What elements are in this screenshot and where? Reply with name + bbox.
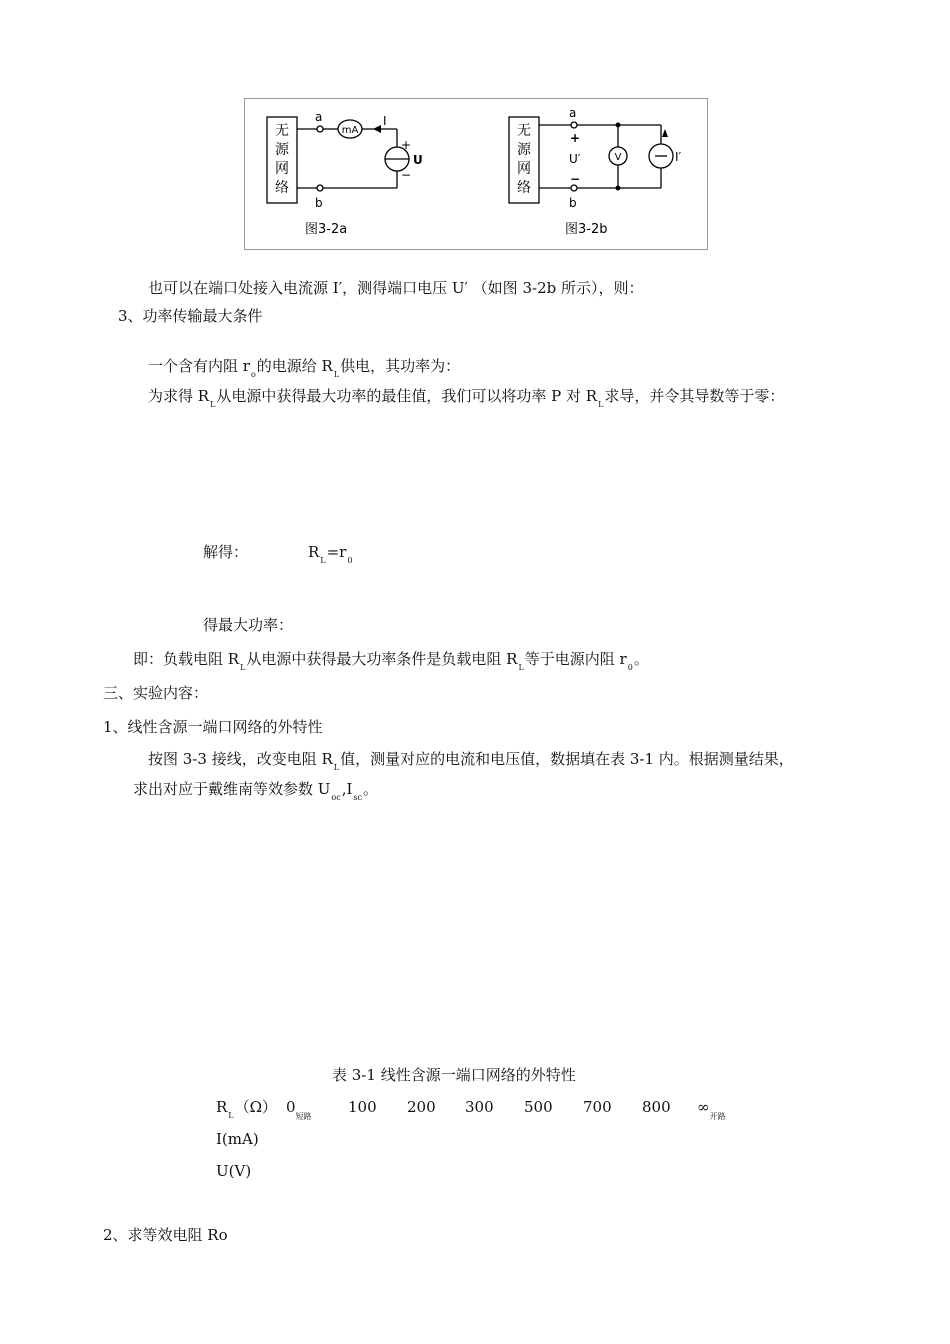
conclusion: 即：负载电阻 $R_L$从电源中获得最大功率条件是负载电阻 $R_L$等于电源内阻 $r_0$。 (133, 650, 649, 672)
fig-a-current-label: I (383, 114, 387, 128)
solve-label: 解得： (203, 543, 249, 561)
paragraph-power-supply: 一个含有内阻 $r_o$的电源给 $R_L$供电，其功率为： (148, 357, 461, 379)
fig-a-box-char-2: 源 (275, 142, 289, 158)
fig-b-source-label: I′ (675, 150, 682, 164)
fig-b-node-a: a (569, 106, 577, 120)
table-r-value: 200 (407, 1098, 436, 1116)
item-2-heading: 2、求等效电阻 Ro (103, 1226, 228, 1244)
table-caption: 表 3-1 线性含源一端口网络的外特性 (332, 1066, 576, 1084)
table-r-value: 500 (524, 1098, 553, 1116)
paragraph-current-source: 也可以在端口处接入电流源 I′，测得端口电压 U′ （如图 3-2b 所示），则： (148, 279, 644, 297)
circuit-figure (244, 98, 708, 250)
fig-b-box-char-3: 网 (517, 161, 531, 177)
figure-3-2b (509, 117, 673, 203)
table-r-value: 100 (348, 1098, 377, 1116)
table-r-value: $\infty_{开路}$ (697, 1098, 726, 1121)
fig-a-source-label: U (413, 153, 423, 167)
fig-a-box-char-4: 络 (275, 180, 289, 196)
max-power-label: 得最大功率： (203, 616, 294, 634)
fig-a-node-b: b (315, 196, 323, 210)
fig-a-node-a: a (315, 110, 323, 124)
table-row-voltage-label: U(V) (216, 1162, 252, 1180)
fig-a-plus: + (401, 138, 412, 152)
item-1-heading: 1、线性含源一端口网络的外特性 (103, 718, 323, 736)
fig-b-caption: 图3-2b (565, 222, 608, 237)
paragraph-procedure: 按图 3-3 接线，改变电阻 $R_L$值，测量对应的电流和电压值，数据填在表 3-1 内。根据测量结果， (148, 750, 794, 772)
solve-result: $R_L=r_0$ (308, 543, 353, 565)
fig-b-minus: − (570, 172, 581, 186)
heading-max-power: 3、功率传输最大条件 (118, 307, 263, 325)
fig-b-box-char-2: 源 (517, 142, 531, 158)
fig-a-box-char-3: 网 (275, 161, 289, 177)
table-row-current-label: I(mA) (216, 1130, 259, 1148)
fig-a-box-char-1: 无 (275, 123, 289, 139)
table-r-value: $0_{短路}$ (286, 1098, 312, 1121)
fig-b-voltmeter-label: V (614, 152, 622, 163)
table-row-resistance-label: $R_L(\Omega)$ (216, 1098, 278, 1120)
table-r-value: 300 (465, 1098, 494, 1116)
fig-b-voltage-label: U′ (569, 152, 581, 166)
fig-b-box-char-4: 络 (517, 180, 531, 196)
fig-a-ammeter-label: mA (341, 125, 359, 136)
fig-b-plus: + (570, 131, 581, 145)
paragraph-derivative: 为求得 $R_L$从电源中获得最大功率的最佳值，我们可以将功率 P 对 $R_L$求导，并令其导数等于零： (148, 387, 785, 409)
fig-b-node-b: b (569, 196, 577, 210)
table-r-value: 800 (642, 1098, 671, 1116)
table-r-value: 700 (583, 1098, 612, 1116)
fig-a-caption: 图3-2a (305, 222, 348, 237)
fig-b-box-char-1: 无 (517, 123, 531, 139)
paragraph-equivalent-params: 求出对应于戴维南等效参数 $U_{oc},I_{sc}$。 (133, 780, 379, 802)
fig-a-minus: − (401, 168, 412, 182)
section-experiment-content: 三、实验内容： (103, 684, 209, 702)
